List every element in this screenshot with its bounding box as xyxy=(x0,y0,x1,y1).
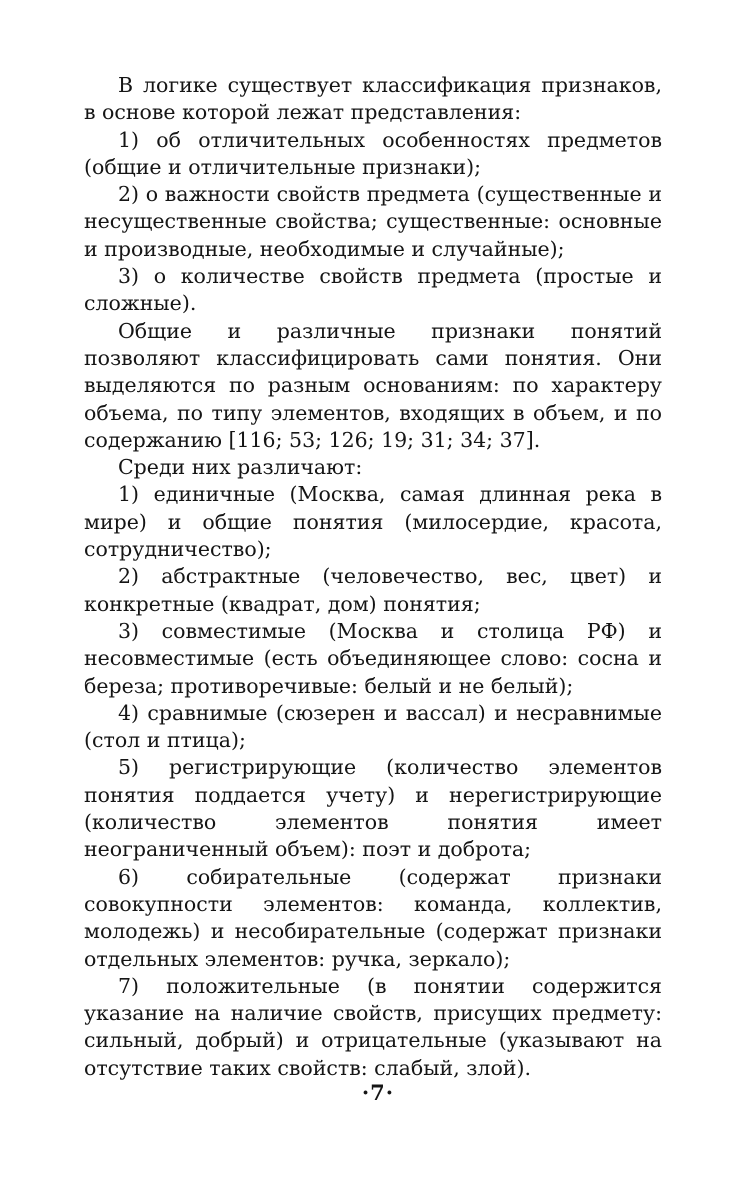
paragraph-intro: В логике существует классификация признаков, в основе которой лежат представления: xyxy=(84,73,662,125)
concept-item-3: 3) совместимые (Москва и столица РФ) и несовместимые (есть объединяющее слово: сосна и береза; противоречивые: белый и не белый); xyxy=(84,618,662,698)
concept-item-7: 7) положительные (в понятии содержится указание на наличие свойств, присущих предмету: сильный, добрый) и отрицательные (указывают на отсутствие таких свойств: слабый, злой). xyxy=(84,973,662,1080)
paragraph-among-them: Среди них различают: xyxy=(118,455,363,480)
page-number: ·7· xyxy=(361,1080,395,1105)
list-item-1: 1) об отличительных особенностях предметов (общие и отличительные признаки); xyxy=(84,127,662,179)
list-item-2: 2) о важности свойств предмета (существенные и несущественные свойства; существенные: основные и производные, необходимые и случайные); xyxy=(84,182,662,261)
concept-item-6: 6) собирательные (содержат признаки совокупности элементов: команда, коллектив, молодежь) и несобирательные (содержат признаки отдельных элементов: ручка, зеркало); xyxy=(84,864,662,971)
list-item-3: 3) о количестве свойств предмета (простые и сложные). xyxy=(84,264,662,316)
concept-item-2: 2) абстрактные (человечество, вес, цвет) и конкретные (квадрат, дом) понятия; xyxy=(84,564,662,616)
concept-item-5: 5) регистрирующие (количество элементов понятия поддается учету) и нерегистрирующие (количество элементов понятия имеет неограниченный объем): поэт и доброта; xyxy=(84,755,662,862)
paragraph-concepts: Общие и различные признаки понятий позволяют классифицировать сами понятия. Они выделяются по разным основаниям: по характеру объема, по типу элементов, входящих в объем, и по содержанию [116; 53; 126; 19; 31; 34; 37]. xyxy=(84,318,662,452)
page-body xyxy=(84,72,662,1082)
concept-item-4: 4) сравнимые (сюзерен и вассал) и несравнимые (стол и птица); xyxy=(84,700,662,753)
concept-item-1: 1) единичные (Москва, самая длинная река в мире) и общие понятия (милосердие, красота, сотрудничество); xyxy=(84,482,662,562)
